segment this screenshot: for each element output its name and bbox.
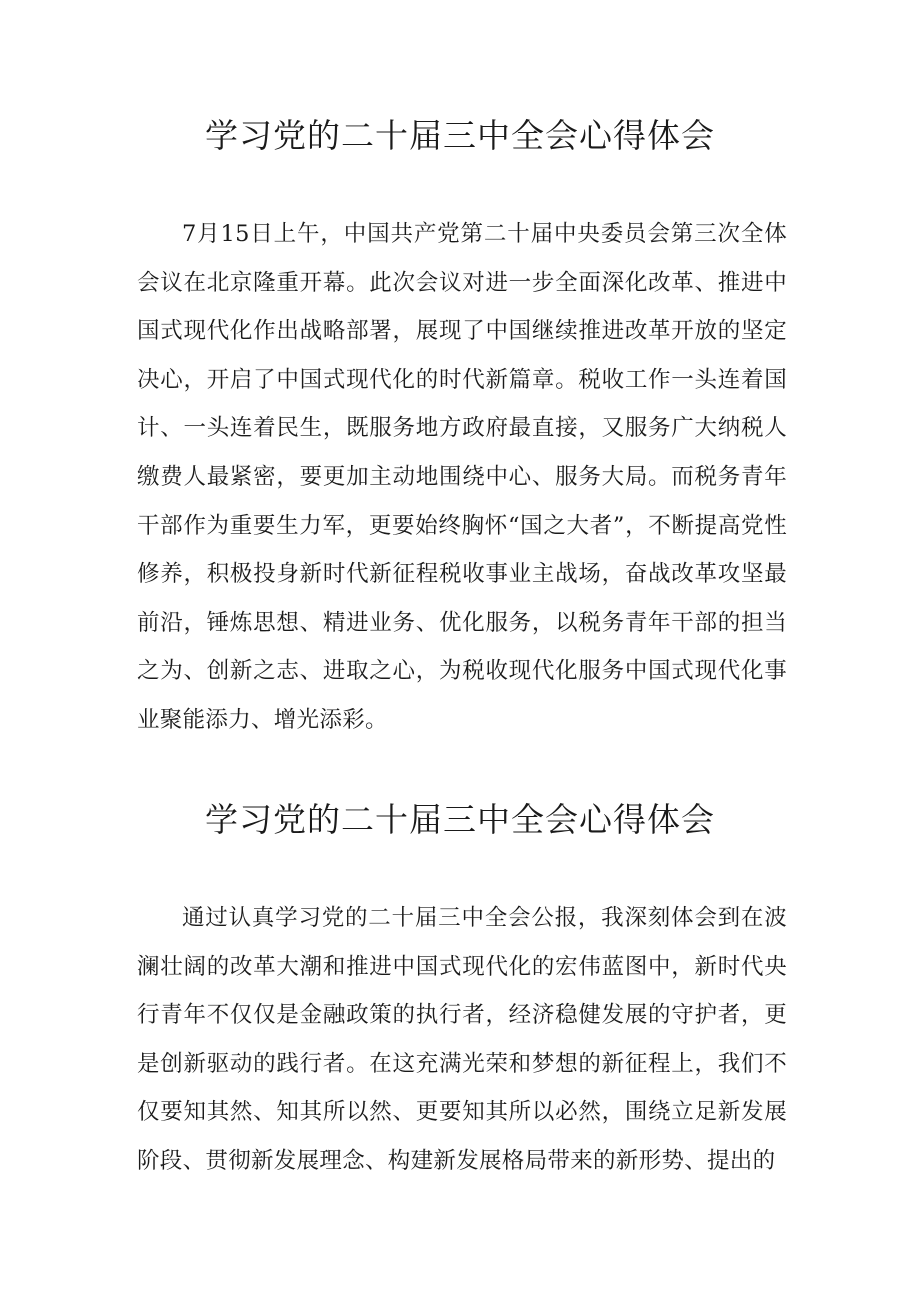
section-title: 学习党的二十届三中全会心得体会 <box>205 800 715 839</box>
body-paragraph: 通过认真学习党的二十届三中全会公报，我深刻体会到在波澜壮阔的改革大潮和推进中国式现代化的宏伟蓝图中，新时代央行青年不仅仅是金融政策的执行者，经济稳健发展的守护者，更是创新驱动的践行者。在这充满光荣和梦想的新征程上，我们不仅要知其然、知其所以然、更要知其所以必然，围绕立足新发展阶段、贯彻新发展理念、构建新发展格局带来的新形势、提出的 <box>137 905 787 1174</box>
section-1 <box>0 112 920 733</box>
section-title: 学习党的二十届三中全会心得体会 <box>205 116 715 155</box>
section-2 <box>0 796 920 1174</box>
body-paragraph: 7月15日上午，中国共产党第二十届中央委员会第三次全体会议在北京隆重开幕。此次会议对进一步全面深化改革、推进中国式现代化作出战略部署，展现了中国继续推进改革开放的坚定决心，开启了中国式现代化的时代新篇章。税收工作一头连着国计、一头连着民生，既服务地方政府最直接，又服务广大纳税人缴费人最紧密，要更加主动地围绕中心、服务大局。而税务青年干部作为重要生力军，更要始终胸怀“国之大者”，不断提高党性修养，积极投身新时代新征程税收事业主战场，奋战改革攻坚最前沿，锤炼思想、精进业务、优化服务，以税务青年干部的担当之为、创新之志、进取之心，为税收现代化服务中国式现代化事业聚能添力、增光添彩。 <box>137 221 787 733</box>
